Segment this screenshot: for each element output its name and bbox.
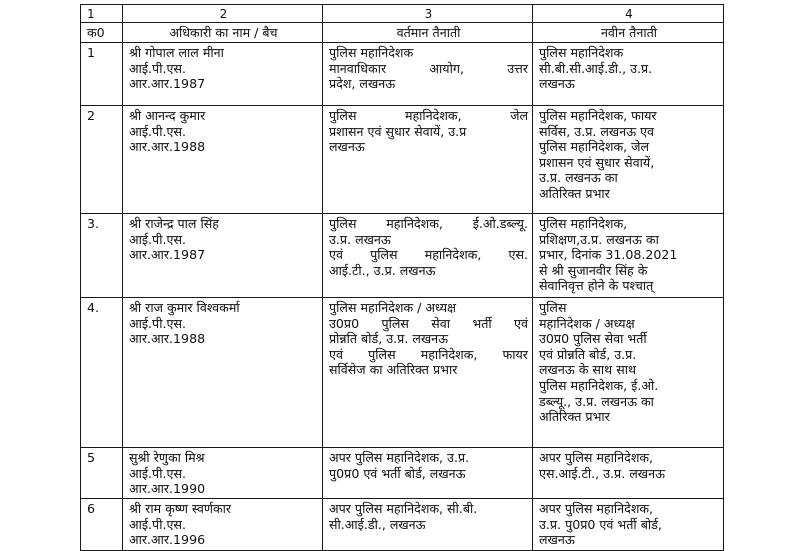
new-posting-line: पुलिस महानिदेशक, जेल: [539, 139, 650, 155]
column-number-1: 1: [81, 5, 123, 23]
new-posting-cell: [533, 43, 724, 106]
current-posting-line: सी.आई.डी., लखनऊ: [329, 516, 426, 532]
table-row: [81, 214, 724, 298]
officer-name-line: आई.पी.एस.: [129, 60, 186, 76]
word: पुलिस: [381, 315, 409, 331]
word: उत्तर: [507, 60, 528, 76]
serial-number: 4.: [81, 298, 123, 448]
current-posting-line: पुलिस महानिदेशक / अध्यक्ष: [329, 300, 457, 315]
current-posting-line: [329, 108, 528, 124]
word: ई.ओ.डब्ल्यू.: [472, 216, 528, 231]
word: फायर: [502, 346, 528, 362]
current-posting-cell: [323, 298, 533, 448]
current-posting-line: प्रोन्नति बोर्ड, उ.प्र. लखनऊ: [329, 331, 449, 347]
new-posting-line: पुलिस महानिदेशक,: [539, 216, 628, 231]
new-posting-cell: [533, 106, 724, 214]
officer-name-cell: [123, 499, 323, 551]
word: पुलिस: [370, 247, 398, 263]
column-number-row: [81, 5, 724, 23]
current-posting-line: लखनऊ: [329, 139, 365, 155]
new-posting-cell: [533, 214, 724, 298]
word: महानिदेशक,: [386, 216, 443, 231]
new-posting-line: महानिदेशक / अध्यक्ष: [539, 315, 635, 331]
word: पुलिस: [329, 216, 357, 231]
new-posting-line: सी.बी.सी.आई.डी., उ.प्र.: [539, 60, 653, 76]
word: उ0प्र0: [329, 315, 360, 331]
header-row: [81, 23, 724, 43]
new-posting-line: उ.प्र. पु0प्र0 एवं भर्ती बोर्ड,: [539, 516, 662, 532]
transfer-table: [80, 4, 724, 551]
table-row: [81, 448, 724, 499]
new-posting-line: उ0प्र0 पुलिस सेवा भर्ती: [539, 331, 647, 347]
officer-name-line: श्री गोपाल लाल मीना: [129, 45, 224, 60]
officer-name-line: आई.पी.एस.: [129, 516, 186, 532]
new-posting-line: पुलिस महानिदेशक, ई.ओ.: [539, 377, 659, 393]
officer-name-cell: [123, 214, 323, 298]
new-posting-cell: [533, 448, 724, 499]
current-posting-line: [329, 247, 528, 263]
new-posting-line: लखनऊ के साथ साथ: [539, 362, 637, 378]
current-posting-cell: [323, 499, 533, 551]
current-posting-line: [329, 61, 528, 77]
current-posting-cell: [323, 106, 533, 214]
current-posting-line: अपर पुलिस महानिदेशक, उ.प्र.: [329, 450, 470, 465]
new-posting-line: प्रशिक्षण,उ.प्र. लखनऊ का: [539, 231, 659, 247]
serial-number: 5: [81, 448, 123, 499]
table-row: [81, 43, 724, 106]
word: मानवाधिकार: [329, 60, 387, 76]
officer-name-line: श्री राजेन्द्र पाल सिंह: [129, 216, 219, 231]
officer-name-cell: [123, 448, 323, 499]
new-posting-line: प्रशासन एवं सुधार सेवायें,: [539, 154, 655, 170]
serial-number: 3.: [81, 214, 123, 298]
new-posting-line: उ.प्र. लखनऊ का: [539, 170, 618, 186]
officer-name-line: आर.आर.1987: [129, 247, 206, 263]
serial-number: 6: [81, 499, 123, 551]
current-posting-cell: [323, 448, 533, 499]
new-posting-line: सेवानिवृत्त होने के पश्चात्: [539, 278, 654, 294]
officer-name-line: आर.आर.1996: [129, 532, 206, 548]
new-posting-line: लखनऊ: [539, 76, 575, 92]
header-current-posting: वर्तमान तैनाती: [323, 23, 533, 43]
officer-name-line: श्री आनन्द कुमार: [129, 108, 206, 123]
new-posting-line: से श्री सुजानवीर सिंह के: [539, 262, 648, 278]
word: एवं: [329, 346, 343, 362]
new-posting-line: लखनऊ: [539, 532, 575, 548]
officer-name-line: श्री राज कुमार विश्वकर्मा: [129, 300, 240, 315]
header-serial: क0: [81, 23, 123, 43]
column-number-4: 4: [533, 5, 724, 23]
current-posting-line: प्रशासन एवं सुधार सेवायें, उ.प्र: [329, 123, 467, 139]
officer-name-line: आई.पी.एस.: [129, 465, 186, 481]
new-posting-cell: [533, 298, 724, 448]
header-new-posting: नवीन तैनाती: [533, 23, 724, 43]
word: महानिदेशक,: [404, 108, 462, 123]
current-posting-line: आई.टी., उ.प्र. लखनऊ: [329, 262, 436, 278]
officer-name-line: आर.आर.1988: [129, 139, 206, 155]
word: एवं: [514, 315, 528, 331]
current-posting-line: उ.प्र. लखनऊ: [329, 231, 391, 247]
new-posting-line: डब्ल्यू., उ.प्र. लखनऊ का: [539, 393, 654, 409]
word: सेवा: [431, 315, 451, 331]
column-number-2: 2: [123, 5, 323, 23]
current-posting-line: [329, 347, 528, 363]
new-posting-cell: [533, 499, 724, 551]
table-row: [81, 499, 724, 551]
new-posting-line: पुलिस महानिदेशक: [539, 45, 624, 60]
officer-name-line: आई.पी.एस.: [129, 123, 186, 139]
new-posting-line: एस.आई.टी., उ.प्र. लखनऊ: [539, 465, 665, 481]
word: आयोग,: [429, 60, 464, 76]
header-officer-name: अधिकारी का नाम / बैच: [123, 23, 323, 43]
new-posting-line: अतिरिक्त प्रभार: [539, 409, 610, 425]
word: जेल: [510, 108, 528, 123]
officer-name-cell: [123, 106, 323, 214]
new-posting-line: पुलिस: [539, 300, 567, 315]
officer-name-line: श्री राम कृष्ण स्वर्णकार: [129, 501, 232, 516]
word: पुलिस: [368, 346, 396, 362]
new-posting-line: अपर पुलिस महानिदेशक,: [539, 450, 654, 465]
serial-number: 2: [81, 106, 123, 214]
current-posting-line: सर्विसेज का अतिरिक्त प्रभार: [329, 362, 458, 378]
column-number-3: 3: [323, 5, 533, 23]
new-posting-line: एवं प्रोन्नति बोर्ड, उ.प्र.: [539, 346, 637, 362]
current-posting-line: [329, 216, 528, 232]
officer-name-line: आर.आर.1987: [129, 76, 206, 92]
officer-name-line: सुश्री रेणुका मिश्र: [129, 450, 205, 465]
current-posting-line: [329, 316, 528, 332]
officer-name-line: आई.पी.एस.: [129, 315, 186, 331]
officer-name-line: आर.आर.1990: [129, 481, 206, 497]
new-posting-line: सर्विस, उ.प्र. लखनऊ एव: [539, 123, 655, 139]
word: महानिदेशक,: [424, 247, 482, 263]
word: एस.: [508, 247, 528, 263]
officer-name-line: आर.आर.1988: [129, 331, 206, 347]
serial-number: 1: [81, 43, 123, 106]
current-posting-line: पुलिस महानिदेशक: [329, 45, 414, 60]
word: भर्ती: [472, 315, 492, 331]
current-posting-line: प्रदेश, लखनऊ: [329, 76, 396, 92]
table-row: [81, 298, 724, 448]
officer-name-cell: [123, 43, 323, 106]
word: महानिदेशक,: [420, 346, 478, 362]
new-posting-line: प्रभार, दिनांक 31.08.2021: [539, 247, 678, 263]
officer-name-line: आई.पी.एस.: [129, 231, 186, 247]
table-row: [81, 106, 724, 214]
current-posting-cell: [323, 43, 533, 106]
new-posting-line: अतिरिक्त प्रभार: [539, 185, 610, 201]
officer-name-cell: [123, 298, 323, 448]
word: एवं: [329, 247, 343, 263]
word: पुलिस: [329, 108, 357, 123]
new-posting-line: अपर पुलिस महानिदेशक,: [539, 501, 654, 516]
current-posting-line: पु0प्र0 एवं भर्ती बोर्ड, लखनऊ: [329, 465, 466, 481]
current-posting-line: अपर पुलिस महानिदेशक, सी.बी.: [329, 501, 478, 516]
new-posting-line: पुलिस महानिदेशक, फायर: [539, 108, 657, 123]
current-posting-cell: [323, 214, 533, 298]
